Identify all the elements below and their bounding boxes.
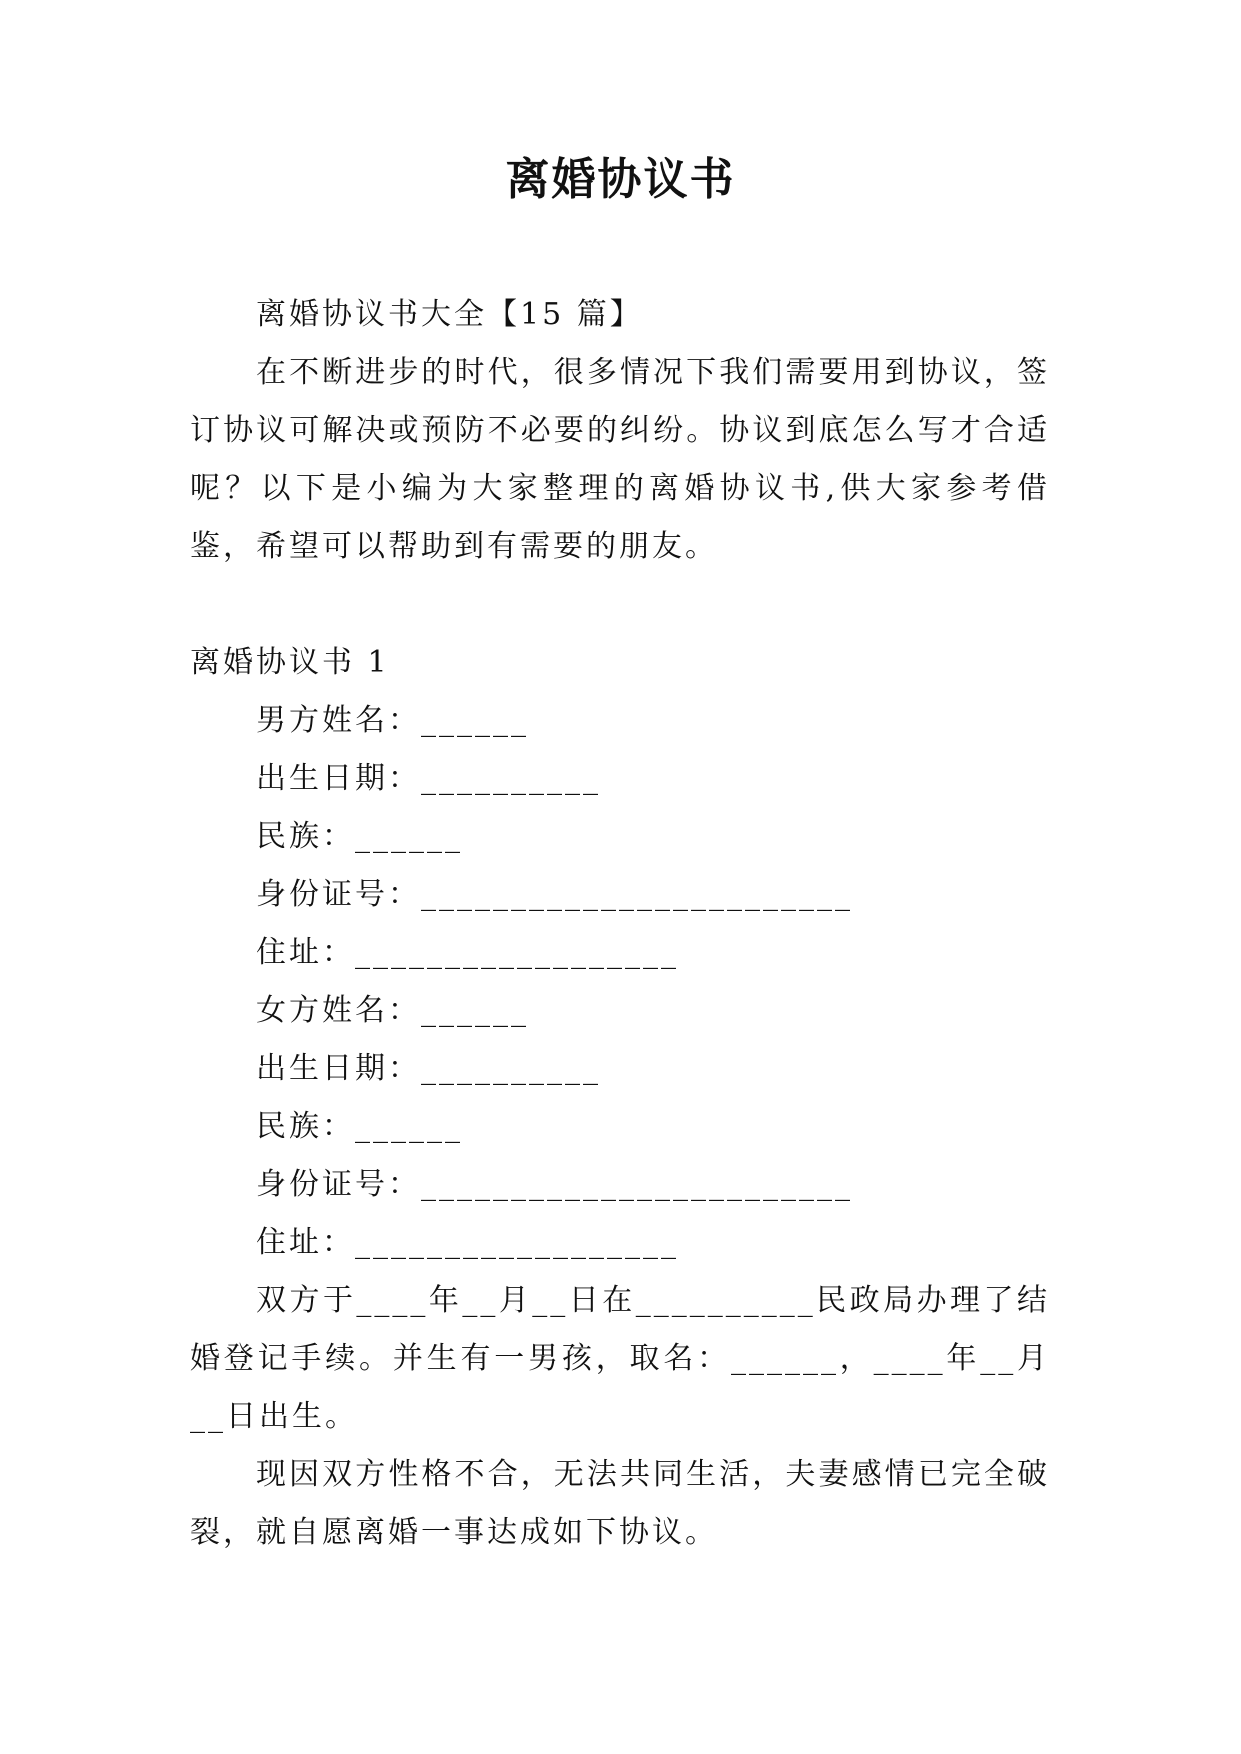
section-heading: 离婚协议书 1 (190, 645, 390, 680)
document-title: 离婚协议书 (505, 154, 736, 205)
field-female-ethnicity: 民族：______ (256, 1109, 463, 1144)
paragraph-spacer (190, 576, 1050, 634)
field-male-birthdate: 出生日期：__________ (256, 761, 601, 796)
field-male-name: 男方姓名：______ (256, 703, 529, 738)
document-body (190, 286, 1050, 1562)
field-male-address: 住址：__________________ (256, 935, 679, 970)
intro-paragraph: 在不断进步的时代，很多情况下我们需要用到协议，签订协议可解决或预防不必要的纠纷。协议到底怎么写才合适呢？以下是小编为大家整理的离婚协议书,供大家参考借鉴，希望可以帮助到有需要的朋友。 (190, 355, 1050, 564)
field-male-ethnicity: 民族：______ (256, 819, 463, 854)
field-female-birthdate: 出生日期：__________ (256, 1051, 601, 1086)
reason-paragraph: 现因双方性格不合，无法共同生活，夫妻感情已完全破裂，就自愿离婚一事达成如下协议。 (190, 1457, 1050, 1550)
field-female-id-number: 身份证号：________________________ (256, 1167, 853, 1202)
field-female-address: 住址：__________________ (256, 1225, 679, 1260)
subtitle: 离婚协议书大全【15 篇】 (256, 297, 643, 332)
field-female-name: 女方姓名：______ (256, 993, 529, 1028)
field-male-id-number: 身份证号：________________________ (256, 877, 853, 912)
marriage-paragraph: 双方于____年__月__日在__________民政局办理了结婚登记手续。并生有一男孩，取名：______，____年__月__日出生。 (190, 1283, 1050, 1434)
